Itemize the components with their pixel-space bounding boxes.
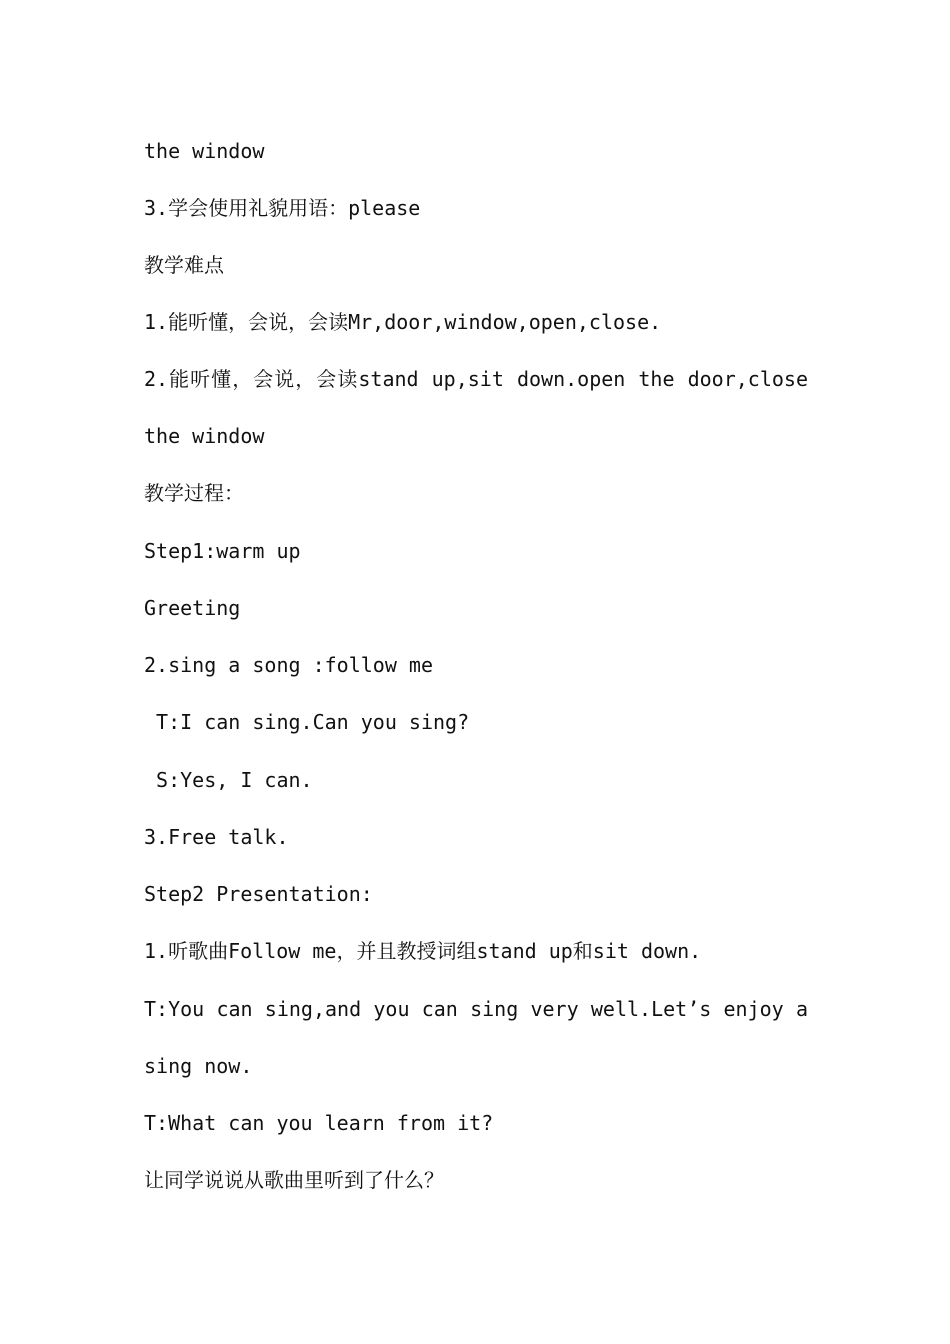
text-line: 3.学会使用礼貌用语：please [144, 196, 421, 220]
dialogue-line: T:I can sing.Can you sing? [144, 710, 470, 734]
text-line: the window [144, 139, 265, 163]
dialogue-line: T:What can you learn from it? [144, 1111, 494, 1135]
text-line: 2.sing a song :follow me [144, 653, 433, 677]
text-line: 1.能听懂，会说，会读Mr,door,window,open,close. [144, 310, 662, 334]
heading-teaching-difficulties: 教学难点 [144, 253, 224, 277]
step-heading: Step2 Presentation: [144, 882, 373, 906]
dialogue-line: T:You can sing,and you can sing very well.Let’s enjoy a [144, 997, 808, 1021]
text-line: 1.听歌曲Follow me，并且教授词组stand up和sit down. [144, 939, 702, 963]
text-line: 2.能听懂，会说，会读stand up,sit down.open the door,close [144, 367, 808, 391]
text-line: Greeting [144, 596, 241, 620]
dialogue-line: S:Yes, I can. [144, 768, 313, 792]
heading-teaching-process: 教学过程： [144, 481, 244, 505]
step-heading: Step1:warm up [144, 539, 301, 563]
text-line: 3.Free talk. [144, 825, 289, 849]
text-line: the window [144, 424, 265, 448]
text-line: 让同学说说从歌曲里听到了什么？ [144, 1168, 444, 1192]
text-line: sing now. [144, 1054, 253, 1078]
